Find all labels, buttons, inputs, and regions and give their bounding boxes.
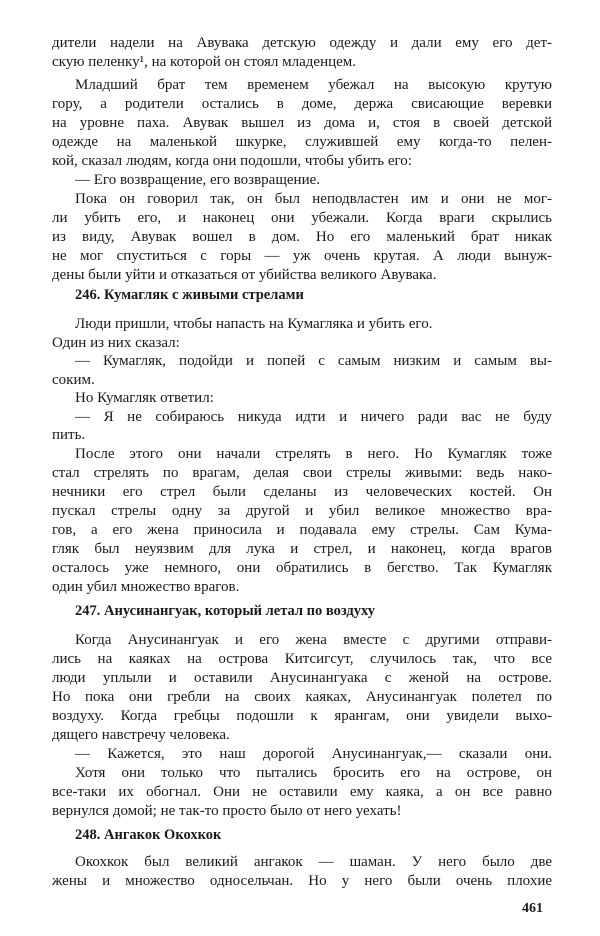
text-line: — Кажется, это наш дорогой Анусинангуак,— сказали они. [75,746,552,762]
text-line: стал стрелять по врагам, делая свои стрелы живыми: ведь нако- [52,465,552,481]
text-line: одежде на маленькой шкурке, служившей ему когда-то пелен- [52,134,552,150]
text-line: люди уплыли и оставили Анусинангуака с женой на острове. [52,670,552,686]
text-line: гляк был неуязвим для лука и стрел, и наконец, когда врагов [52,541,552,557]
text-line: из виду, Авувак вошел в дом. Но его маленький брат никак [52,229,552,245]
text-line: Люди пришли, чтобы напасть на Кумагляка и убить его. [75,316,433,332]
text-line: После этого они начали стрелять в него. Но Кумагляк тоже [75,446,552,462]
text-line: не мог спуститься с горы — уж очень крутая. А люди вынуж- [52,248,552,264]
text-line: дящего навстречу человека. [52,727,230,743]
text-line: вернулся домой; не так-то просто было от него уехать! [52,803,402,819]
section-heading: 247. Анусинангуак, который летал по воздуху [75,603,375,619]
text-line: осталось уже немного, они обратились в бегство. Так Кумагляк [52,560,552,576]
text-line: нечники его стрел были сделаны из человеческих костей. Он [52,484,552,500]
text-line: Когда Анусинангуак и его жена вместе с другими отправи- [75,632,552,648]
text-line: кой, сказал людям, когда они подошли, чтобы убить его: [52,153,412,169]
text-line: Младший брат тем временем убежал на высокую крутую [75,77,552,93]
text-line: Но пока они гребли на своих каяках, Анусинангуак полетел по [52,689,552,705]
section-heading: 246. Кумагляк с живыми стрелами [75,287,304,303]
text-line: Хотя они только что пытались бросить его на острове, он [75,765,552,781]
text-line: один убил множество врагов. [52,579,240,595]
text-line: на уровне паха. Авувак вышел из дома и, стоя в своей детской [52,115,552,131]
text-line: — Его возвращение, его возвращение. [75,172,321,188]
text-line: соким. [52,372,95,388]
text-line: дители надели на Авувака детскую одежду и дали ему его дет- [52,35,552,51]
text-line: Окохкок был великий ангакок — шаман. У него было две [75,854,552,870]
text-line: гов, а его жена приносила и подавала ему стрелы. Сам Кума- [52,522,552,538]
text-line: гору, а родители остались в доме, держа свисающие веревки [52,96,552,112]
text-line: — Я не собираюсь никуда идти и ничего ради вас не буду [75,409,552,425]
text-line: жены и множество односельчан. Но у него были очень плохие [52,873,552,889]
text-line: Пока он говорил так, он был неподвластен им и они не мог- [75,191,552,207]
text-line: скую пеленку¹, на которой он стоял младенцем. [52,54,357,70]
text-line: Но Кумагляк ответил: [75,390,214,406]
text-line: воздуху. Когда гребцы подошли к ярангам, они увидели выхо- [52,708,552,724]
text-line: лись на каяках на острова Китсигсут, случилось так, что все [52,651,552,667]
text-line: дены были уйти и отказаться от убийства великого Авувака. [52,267,437,283]
text-line: пить. [52,427,86,443]
text-line: — Кумагляк, подойди и попей с самым низким и самым вы- [75,353,552,369]
text-line: ли убить его, и наконец они убежали. Когда враги скрылись [52,210,552,226]
text-line: пускал стрелы одну за другой и убил великое множество вра- [52,503,552,519]
section-heading: 248. Ангакок Окохкок [75,827,222,843]
text-line: все-таки их обогнал. Они не оставили ему каяка, а он все равно [52,784,552,800]
page-number: 461 [522,901,543,916]
text-line: Один из них сказал: [52,335,180,351]
